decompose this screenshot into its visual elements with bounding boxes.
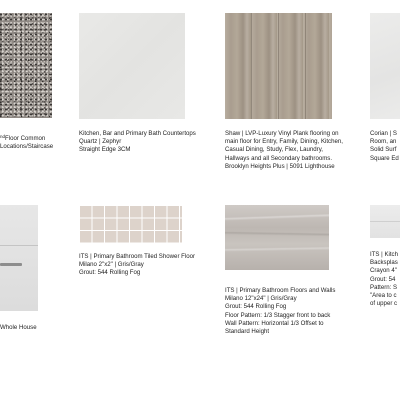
corian-swatch-image [370,13,400,119]
granite-swatch-image [0,13,52,118]
cabinet-swatch-image [0,205,38,311]
crayon-caption: ITS | Kitch Backsplas Crayon 4" Grout: 54 Pattern: S "Area to c of upper c [370,251,398,308]
quartz-caption: Kitchen, Bar and Primary Bath Countertops Quartz | Zephyr Straight Edge 3CM [79,130,196,154]
cabinet-handle [0,263,22,266]
mosaic-caption: ITS | Primary Bathroom Tiled Shower Floor Milano 2"x2" | Gris/Gray Grout: 544 Rolling Fog [79,253,196,277]
corian-caption: Corian | S Room, an Solid Surf Square Ed [370,130,399,162]
lvp-swatch-image [225,13,332,119]
porcelain-swatch-image [225,205,329,270]
granite-caption-text: Floor Common Locations/Staircase [0,135,54,151]
lvp-plank-seams [225,13,332,119]
lvp-caption: Shaw | LVP-Luxury Vinyl Plank flooring on main floor for Entry, Family, Dining, Kitchen, Casual Dining, Study, Flex, Laundry, Hallways and all Secondary bathrooms. Brooklyn Heights Plus | 5091 Lighthouse [225,130,343,170]
porcelain-caption: ITS | Primary Bathroom Floors and Walls Milano 12"x24" | Gris/Gray Grout: 544 Rolling Fog Floor Pattern: 1/3 Stagger front to back Wall Pattern: Horizontal 1/3 Offset to Standard Height [225,287,336,336]
quartz-swatch-image [79,13,185,119]
crayon-tile-line [370,221,400,222]
cabinet-door-seam [0,245,38,246]
mosaic-swatch-image [79,205,182,243]
cabinet-caption: Whole House [0,324,37,331]
crayon-swatch-image [370,205,400,238]
granite-caption-superscript: nd [0,134,6,140]
granite-caption [0,127,60,152]
